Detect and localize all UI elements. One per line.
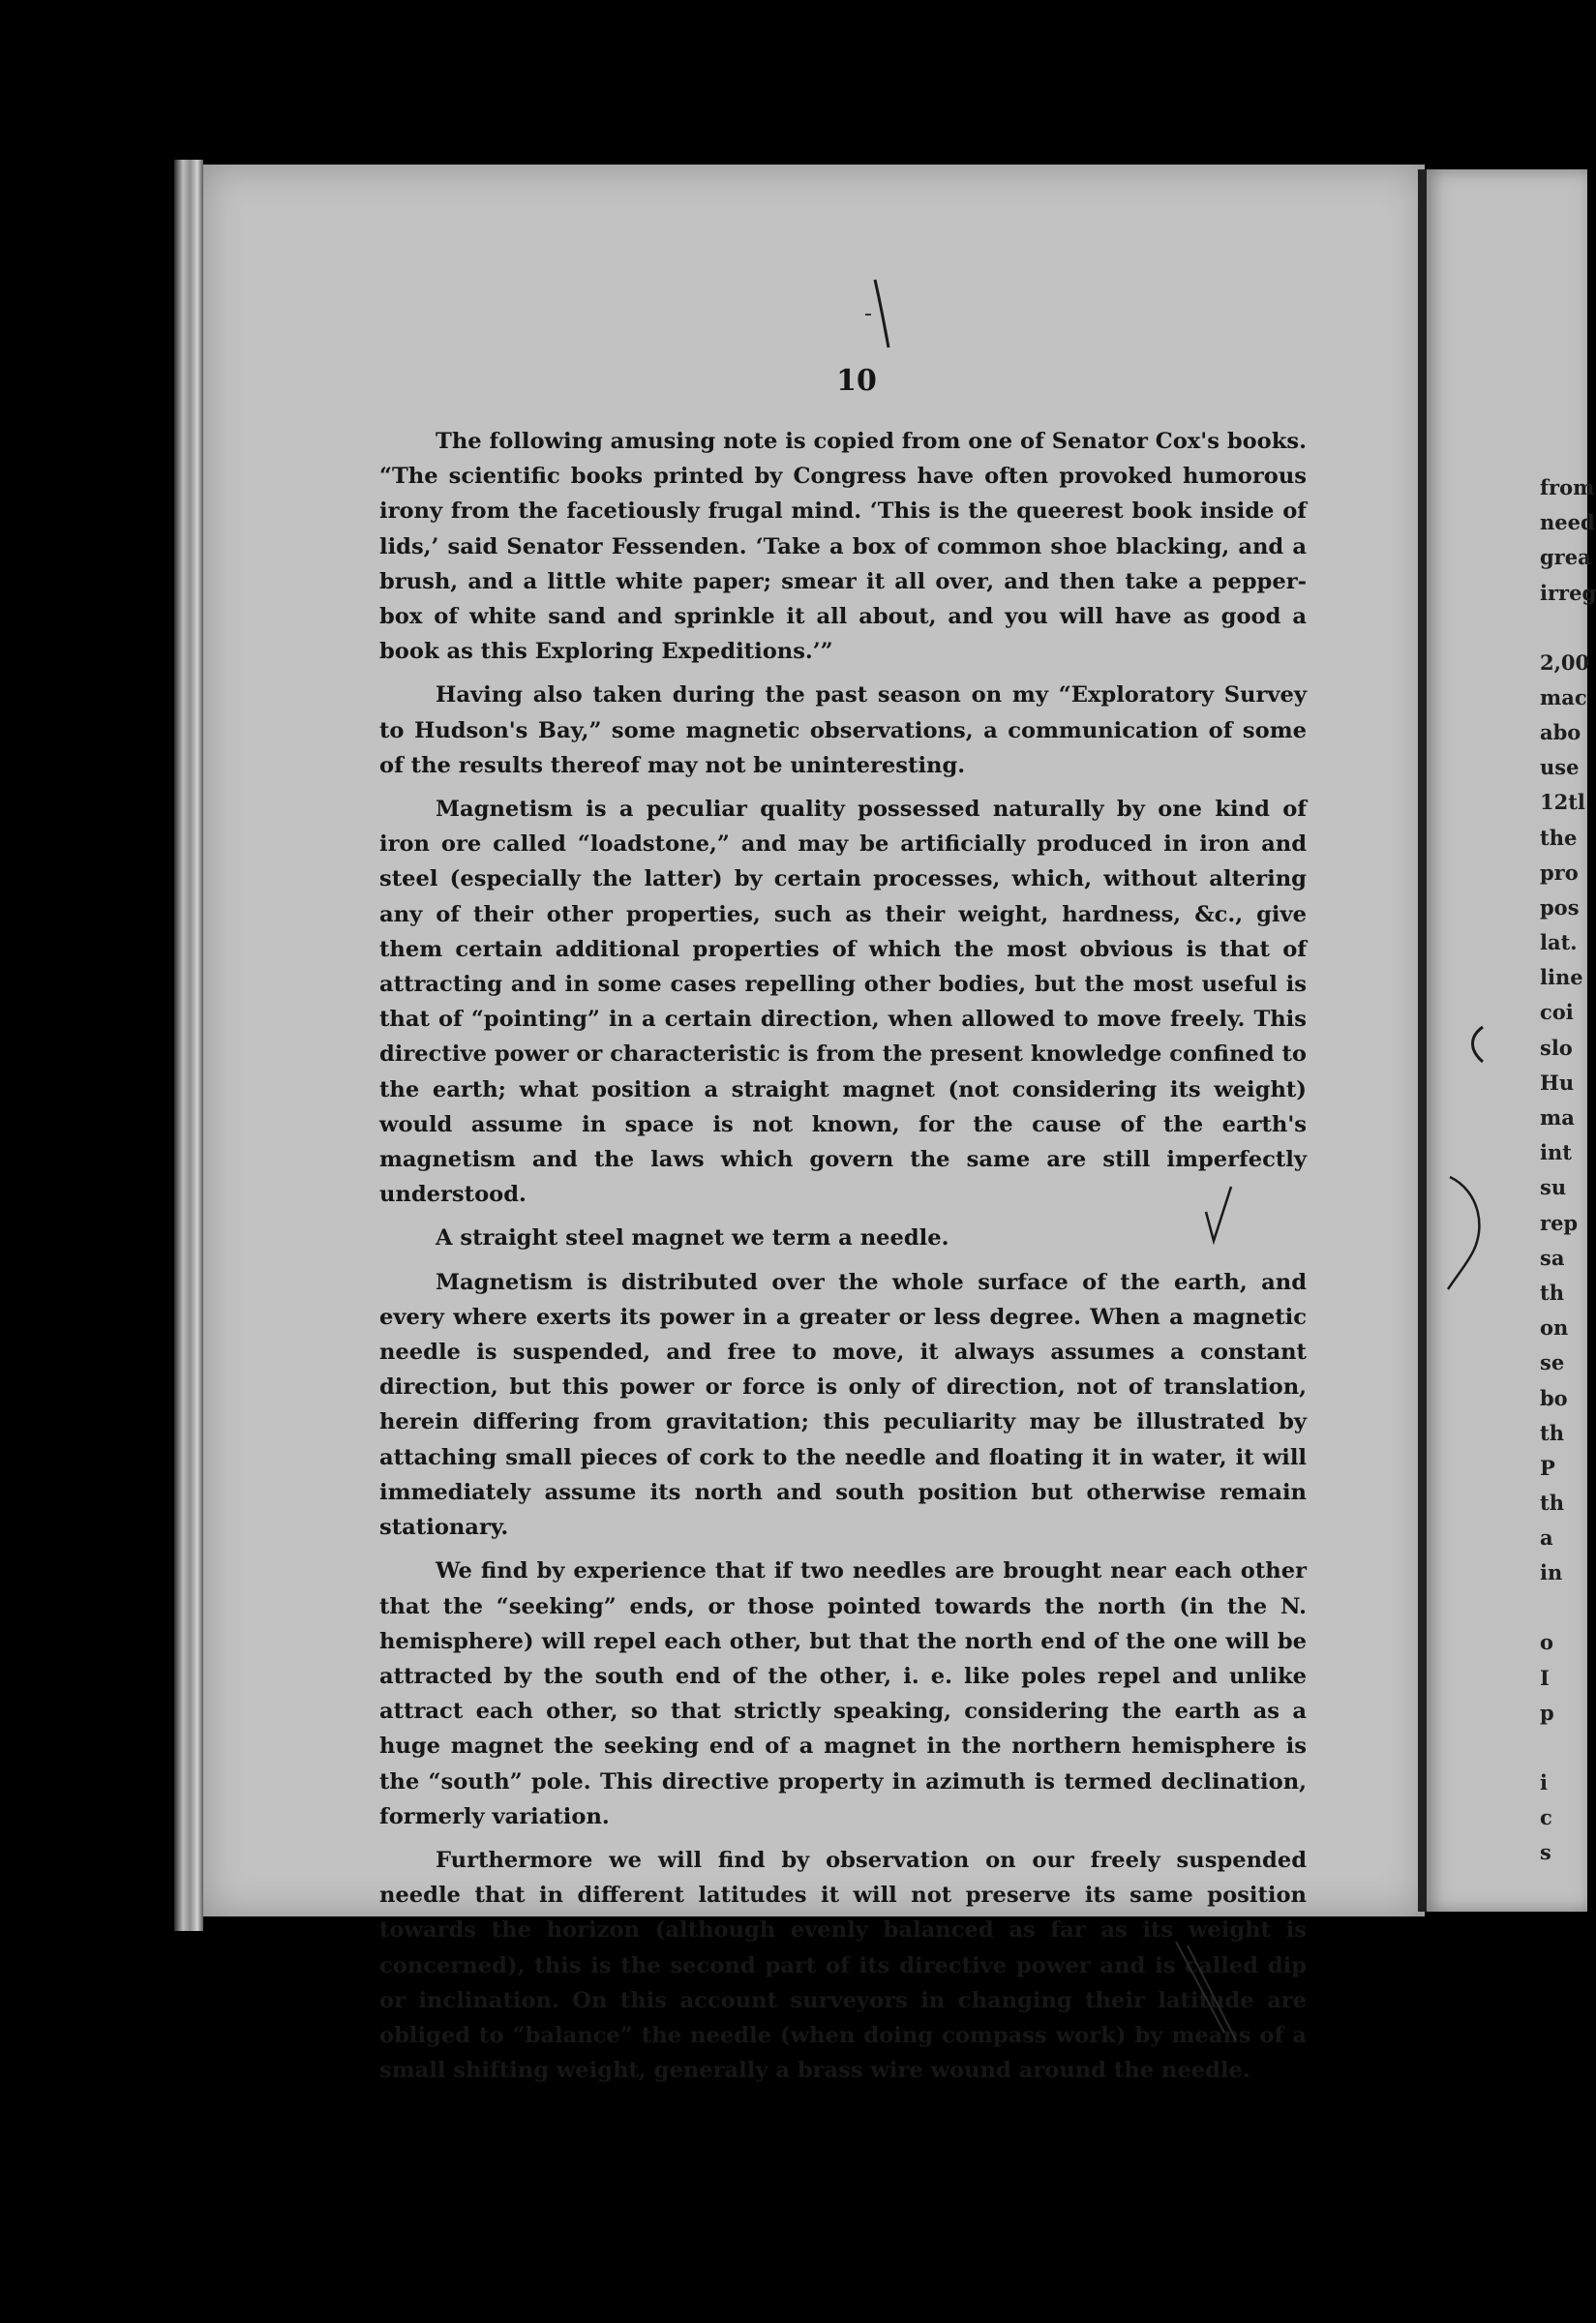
- line-fragment: p: [1540, 1700, 1554, 1725]
- line-fragment: Hu: [1540, 1070, 1575, 1095]
- line-fragment: from: [1540, 475, 1595, 499]
- book-spine-edge: [174, 160, 203, 1931]
- line-fragment: th: [1540, 1420, 1564, 1445]
- paragraph: We find by experience that if two needles are brought near each other that the “seeking” ends, or those pointed towards the north (in the N. hemisphere) will repel each other, but that the north end of the one will be attracted by the south end of the other, i. e. like poles repel and unlike attract each other, so that strictly speaking, considering the earth as a huge magnet the seeking end of a magnet in the northern hemisphere is the “south” pole. This directive property in azimuth is termed declination, formerly variation.: [379, 1558, 1307, 1829]
- adjacent-page-fragments: [1540, 470, 1596, 1870]
- line-fragment: grea: [1540, 545, 1591, 570]
- line-fragment: ma: [1540, 1105, 1575, 1130]
- line-fragment: use: [1540, 755, 1580, 780]
- line-fragment: slo: [1540, 1035, 1573, 1060]
- line-fragment: 2,00: [1540, 649, 1590, 675]
- line-fragment: rep: [1540, 1210, 1579, 1235]
- line-fragment: abo: [1540, 719, 1581, 744]
- line-fragment: c: [1540, 1805, 1552, 1829]
- line-fragment: bo: [1540, 1385, 1568, 1410]
- line-fragment: in: [1540, 1560, 1563, 1585]
- margin-brace-mark: [1430, 1171, 1498, 1297]
- line-fragment: lat.: [1540, 930, 1578, 955]
- line-fragment: on: [1540, 1315, 1569, 1341]
- line-fragment: 12tl: [1540, 790, 1585, 815]
- line-fragment: pos: [1540, 894, 1580, 920]
- line-fragment: coi: [1540, 1000, 1574, 1025]
- line-fragment: su: [1540, 1175, 1567, 1200]
- line-fragment: th: [1540, 1280, 1564, 1305]
- paragraph: Magnetism is distributed over the whole surface of the earth, and every where exerts its power in a greater or less degree. When a magnetic needle is suspended, and free to move, it always assumes a constant direction, but this power or force is only of direction, not of translation, herein differing from gravitation; this peculiarity may be illustrated by attaching small pieces of cork to the needle and floating it in water, it will immediately assume its north and south position but otherwise remain stationary.: [379, 1269, 1307, 1541]
- pencil-stroke-mark: [1166, 1936, 1253, 2052]
- line-fragment: P: [1540, 1455, 1555, 1480]
- line-fragment: irreg: [1540, 580, 1596, 605]
- paragraph: Magnetism is a peculiar quality possessed naturally by one kind of iron ore called “loadstone,” and may be artificially produced in iron and steel (especially the latter) by certain processes, which, without altering any of their other properties, such as their weight, hardness, &c., give them certain additional properties of which the most obvious is that of attracting and in some cases repelling other bodies, but the most useful is that of “pointing” in a certain direction, when allowed to move freely. This directive power or characteristic is from the present knowledge confined to the earth; what position a straight magnet (not considering its weight) would assume in space is not known, for the cause of the earth's magnetism and the laws which govern the same are still imperfectly understood.: [379, 797, 1307, 1208]
- line-fragment: the: [1540, 825, 1578, 850]
- line-fragment: a: [1540, 1525, 1553, 1551]
- line-fragment: o: [1540, 1630, 1554, 1655]
- line-fragment: i: [1540, 1769, 1548, 1795]
- check-mark: [1198, 1183, 1237, 1251]
- line-fragment: pro: [1540, 860, 1579, 885]
- line-fragment: mac: [1540, 684, 1587, 709]
- page-text: [379, 424, 1307, 2097]
- line-fragment: th: [1540, 1491, 1564, 1516]
- line-fragment: s: [1540, 1840, 1551, 1865]
- line-fragment: se: [1540, 1350, 1565, 1375]
- margin-bracket-mark: [1461, 1021, 1491, 1070]
- line-fragment: line: [1540, 965, 1583, 990]
- paragraph: The following amusing note is copied from one of Senator Cox's books. “The scientific books printed by Congress have often provoked humorous irony from the facetiously frugal mind. ‘This is the queerest book inside of lids,’ said Senator Fessenden. ‘Take a box of common shoe blacking, and a brush, and a little white paper; smear it all over, and then take a pepper-box of white sand and sprinkle it all about, and you will have as good a book as this Exploring Expeditions.’”: [379, 429, 1307, 665]
- paragraph: Having also taken during the past season on my “Exploratory Survey to Hudson's Bay,” some magnetic observations, a communication of some of the results thereof may not be uninteresting.: [379, 682, 1307, 778]
- line-fragment: int: [1540, 1140, 1572, 1165]
- page-number: 10: [836, 364, 877, 398]
- line-fragment: sa: [1540, 1245, 1565, 1270]
- paragraph: A straight steel magnet we term a needle.: [436, 1225, 949, 1252]
- line-fragment: I: [1540, 1665, 1550, 1690]
- line-fragment: need: [1540, 510, 1595, 535]
- pen-stroke-mark: [861, 276, 900, 353]
- paragraph: Furthermore we will find by observation on our freely suspended needle that in different latitudes it will not preserve its same position towards the horizon (although evenly balanced as far as its weight is concerned), this is the second part of its directive power and is called dip or inclination. On this account surveyors in changing their latitude are obliged to “balance” the needle (when doing compass work) by means of a small shifting weight, generally a brass wire wound around the needle.: [379, 1847, 1307, 2084]
- page-gutter: [1418, 169, 1427, 1912]
